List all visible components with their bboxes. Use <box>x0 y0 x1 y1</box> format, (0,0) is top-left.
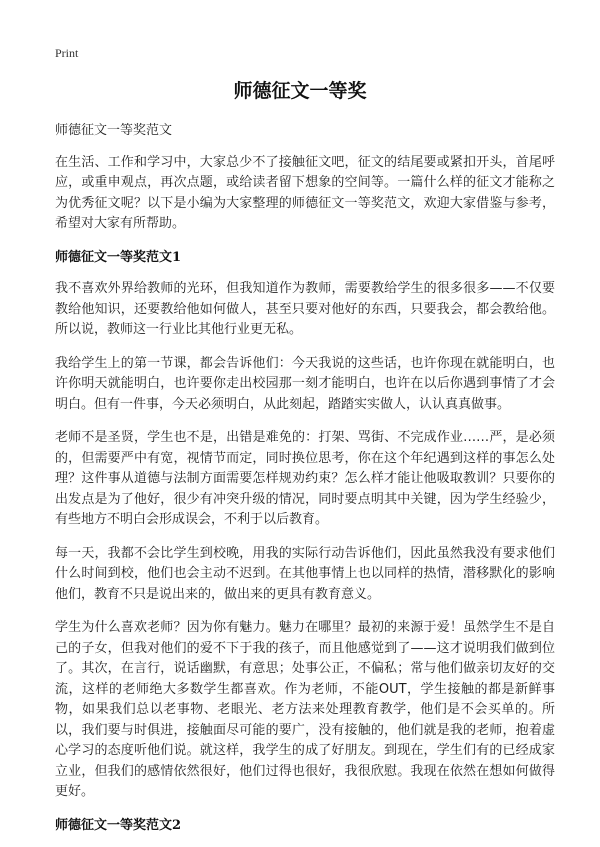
article-subtitle: 师德征文一等奖范文 <box>55 123 173 138</box>
paragraph-4: 每一天，我都不会比学生到校晚，用我的实际行动告诉他们，因此虽然我没有要求他们什么时间到校，他们也会主动不迟到。在其他事情上也以同样的热情，潜移默化的影响他们，教育不只是说出来的，做出来的更具有教育意义。 <box>55 545 555 602</box>
section-heading-1: 师德征文一等奖范文1 <box>55 249 182 265</box>
paragraph-5: 学生为什么喜欢老师？因为你有魅力。魅力在哪里？最初的来源于爱！虽然学生不是自己的子女，但我对他们的爱不下于我的孩子，而且他感觉到了——这才说明我们做到位了。其次，在言行，说话幽默，有意思；处事公正，不偏私；常与他们做亲切友好的交流，这样的老师绝大多数学生都喜欢。作为老师，不能OUT，学生接触的都是新鲜事物，如果我们总以老事物、老眼光、老方法来处理教育教学，他们是不会买单的。所以，我们要与时俱进，接触面尽可能的要广，没有接触的，他们就是我的老师，抱着虚心学习的态度听他们说。就这样，我学生的成了好朋友。到现在，学生们有的已经成家立业，但我们的感情依然很好，他们过得也很好，我很欣慰。我现在依然在想如何做得更好。 <box>55 620 555 799</box>
print-link[interactable]: Print <box>55 46 79 60</box>
intro-paragraph: 在生活、工作和学习中，大家总少不了接触征文吧，征文的结尾要或紧扣开头，首尾呼应，或重申观点，再次点题，或给读者留下想象的空间等。一篇什么样的征文才能称之为优秀征文呢？以下是小编为大家整理的师德征文一等奖范文，欢迎大家借鉴与参考，希望对大家有所帮助。 <box>55 154 555 231</box>
article-body <box>55 121 555 847</box>
paragraph-3: 老师不是圣贤，学生也不是，出错是难免的：打架、骂街、不完成作业……严，是必须的，但需要严中有宽，视情节而定，同时换位思考，你在这个年纪遇到这样的事怎么处理？这件事从道德与法制方面需要怎样规劝约束？怎么样才能让他吸取教训？只要你的出发点是为了他好，很少有冲突升级的情况，同时要点明其中关键，因为学生经验少，有些地方不明白会形成误会，不利于以后教育。 <box>55 430 555 527</box>
section-heading-2: 师德征文一等奖范文2 <box>55 817 182 833</box>
paragraph-1: 我不喜欢外界给教师的光环，但我知道作为教师，需要教给学生的很多很多——不仅要教给他知识，还要教给他如何做人，甚至只要对他好的东西，只要我会，都会教给他。所以说，教师这一行业比其他行业更无私。 <box>55 281 555 337</box>
paragraph-2: 我给学生上的第一节课，都会告诉他们：今天我说的这些话，也许你现在就能明白，也许你明天就能明白，也许要你走出校园那一刻才能明白，也许在以后你遇到事情了才会明白。但有一件事，今天必须明白，从此刻起，踏踏实实做人，认认真真做事。 <box>55 355 555 412</box>
page-title: 师德征文一等奖 <box>233 80 367 102</box>
